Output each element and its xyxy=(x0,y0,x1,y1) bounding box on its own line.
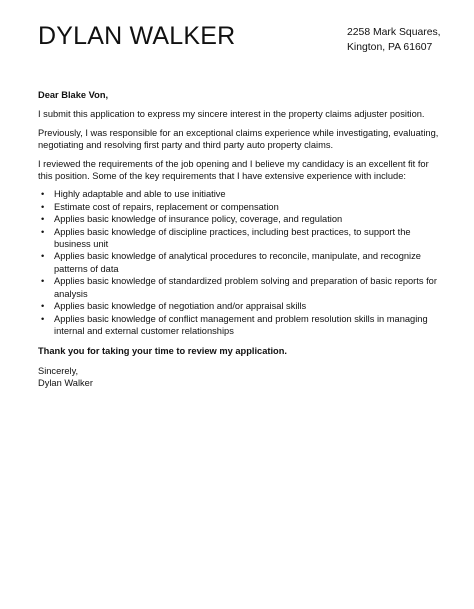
applicant-address xyxy=(347,25,441,55)
closing-phrase: Sincerely, xyxy=(38,365,79,376)
list-item: • Estimate cost of repairs, replacement or compensation xyxy=(38,201,440,213)
thank-you-line: Thank you for taking your time to review my application. xyxy=(38,346,287,357)
list-item: • Applies basic knowledge of standardized problem solving and preparation of basic reports for analysis xyxy=(38,275,440,300)
paragraph-experience: Previously, I was responsible for an exceptional claims experience while investigating, evaluating, negotiating and resolving first party and third party auto property claims. xyxy=(38,127,439,151)
applicant-name: DYLAN WALKER xyxy=(38,22,236,50)
paragraph-requirements: I reviewed the requirements of the job opening and I believe my candidacy is an excellent fit for this position. Some of the key requirements that I have extensive experience with include: xyxy=(38,158,429,182)
list-item: • Applies basic knowledge of analytical procedures to reconcile, manipulate, and recognize patterns of data xyxy=(38,250,440,275)
signature-name: Dylan Walker xyxy=(38,378,93,389)
list-item: • Applies basic knowledge of discipline practices, including best practices, to support the business unit xyxy=(38,226,440,251)
closing-block xyxy=(38,365,440,390)
address-line-2: Kington, PA 61607 xyxy=(347,42,433,53)
list-item: • Applies basic knowledge of insurance policy, coverage, and regulation xyxy=(38,213,440,225)
letter-body xyxy=(38,89,440,390)
address-line-1: 2258 Mark Squares, xyxy=(347,27,441,38)
list-item: • Applies basic knowledge of conflict management and problem resolution skills in managing internal and external customer relationships xyxy=(38,313,440,338)
paragraph-intro: I submit this application to express my sincere interest in the property claims adjuster position. xyxy=(38,109,425,120)
list-item: • Highly adaptable and able to use initiative xyxy=(38,188,440,200)
salutation: Dear Blake Von, xyxy=(38,90,109,100)
list-item: • Applies basic knowledge of negotiation and/or appraisal skills xyxy=(38,300,440,312)
requirements-list xyxy=(38,188,440,337)
